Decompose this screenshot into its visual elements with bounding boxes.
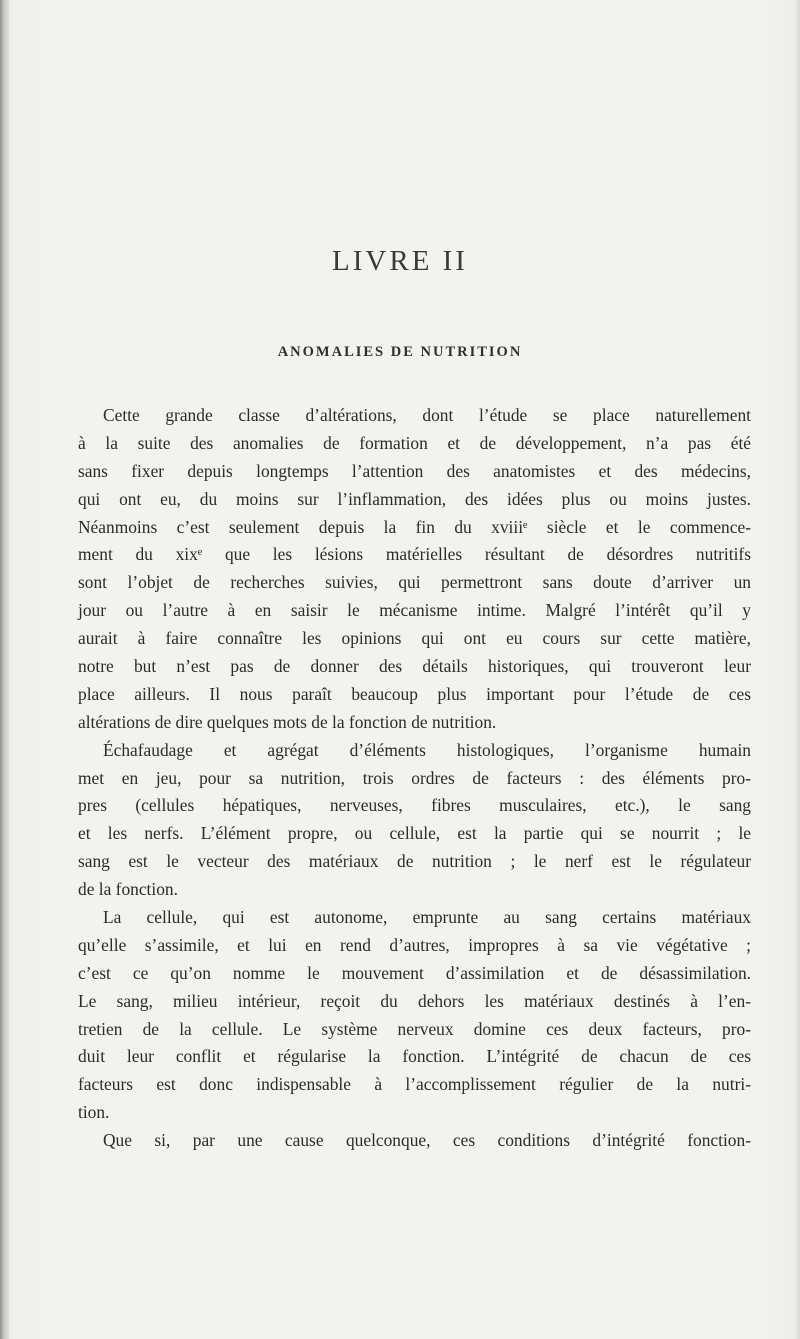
text-line: c’est ce qu’on nomme le mouvement d’assimilation et de désassimilation. (78, 962, 751, 983)
text-line: Que si, par une cause quelconque, ces conditions d’intégrité fonction- (103, 1130, 751, 1151)
text-line: Le sang, milieu intérieur, reçoit du dehors les matériaux destinés à l’en- (78, 990, 751, 1011)
text-line: met en jeu, pour sa nutrition, trois ordres de facteurs : des éléments pro- (78, 767, 751, 788)
text-line: La cellule, qui est autonome, emprunte au sang certains matériaux (103, 907, 751, 928)
text-line: sont l’objet de recherches suivies, qui permettront sans doute d’arriver un (78, 572, 751, 593)
text-line: pres (cellules hépatiques, nerveuses, fibres musculaires, etc.), le sang (78, 795, 751, 816)
text-line: tretien de la cellule. Le système nerveux domine ces deux facteurs, pro- (78, 1018, 751, 1039)
text-line: qu’elle s’assimile, et lui en rend d’autres, impropres à sa vie végétative ; (78, 934, 751, 955)
text-line: ment du xixᵉ que les lésions matérielles résultant de désordres nutritifs (78, 544, 751, 565)
text-line: altérations de dire quelques mots de la fonction de nutrition. (78, 711, 497, 732)
text-line: qui ont eu, du moins sur l’inflammation, des idées plus ou moins justes. (78, 488, 751, 509)
page-binding-edge (0, 0, 9, 1339)
text-line: Néanmoins c’est seulement depuis la fin du xviiiᵉ siècle et le commence- (78, 516, 751, 537)
text-line: à la suite des anomalies de formation et de développement, n’a pas été (78, 432, 751, 453)
book-title: LIVRE II (332, 245, 468, 277)
text-line: sang est le vecteur des matériaux de nutrition ; le nerf est le régulateur (78, 851, 751, 872)
chapter-title: ANOMALIES DE NUTRITION (277, 344, 523, 360)
text-line: et les nerfs. L’élément propre, ou cellule, est la partie qui se nourrit ; le (78, 823, 751, 844)
text-line: duit leur conflit et régularise la fonction. L’intégrité de chacun de ces (78, 1046, 751, 1067)
text-line: jour ou l’autre à en saisir le mécanisme intime. Malgré l’intérêt qu’il y (78, 600, 751, 621)
text-line: sans fixer depuis longtemps l’attention des anatomistes et des médecins, (78, 460, 751, 481)
text-line: place ailleurs. Il nous paraît beaucoup plus important pour l’étude de ces (78, 683, 751, 704)
body-text (78, 402, 751, 1155)
text-line: de la fonction. (78, 879, 178, 900)
text-line: notre but n’est pas de donner des détails historiques, qui trouveront leur (78, 656, 751, 677)
text-line: Cette grande classe d’altérations, dont l’étude se place naturellement (103, 405, 751, 425)
text-line: aurait à faire connaître les opinions qui ont eu cours sur cette matière, (78, 628, 751, 649)
text-line: tion. (78, 1102, 110, 1123)
page-right-edge (794, 0, 800, 1339)
text-line: Échafaudage et agrégat d’éléments histologiques, l’organisme humain (103, 739, 751, 760)
text-line: facteurs est donc indispensable à l’accomplissement régulier de la nutri- (78, 1074, 751, 1095)
